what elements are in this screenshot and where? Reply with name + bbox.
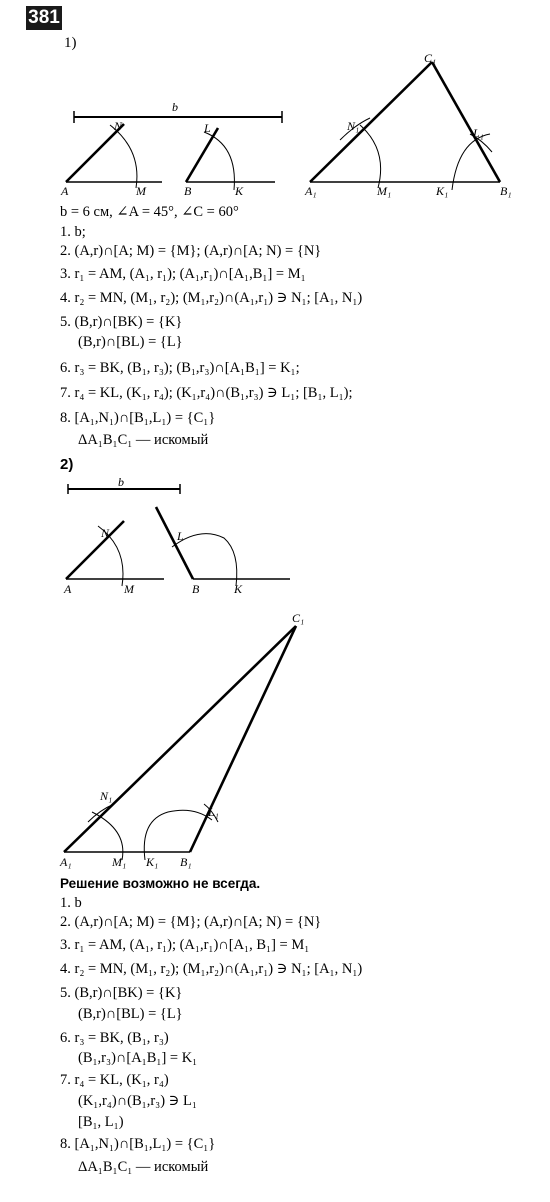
part2-step-6b: (B₁,r₃)∩[A₁B₁] = K₁ [78,1050,198,1066]
part2-step-5b: (B,r)∩[BL) = {L} [78,1006,183,1022]
label-n-2: N [101,526,110,540]
part2-label: 2) [60,456,74,473]
label-n1: N₁ [347,119,360,133]
problem-number-badge: 381 [26,6,62,30]
part2-step-5a: 5. (B,r)∩[BK) = {K} [60,985,183,1001]
label-k: K [235,184,244,198]
label-a1: A₁ [305,184,317,198]
label-a1-2: A₁ [60,855,72,869]
part2-step-7b: (K₁,r₄)∩(B₁,r₃) ∋ L₁ [78,1093,197,1109]
part2-step-1: 1. b [60,895,82,911]
part1-step-6: 6. r₃ = BK, (B₁, r₃); (B₁,r₃)∩[A₁B₁] = K₁; [60,360,300,376]
label-n: N [114,119,123,133]
part1-step-4: 4. r₂ = MN, (M₁, r₂); (M₁,r₂)∩(A₁,r₁) ∋ N₁; [A₁, N₁) [60,290,363,306]
side-a1c1-2 [64,626,296,852]
part2-note: Решение возможно не всегда. [60,876,261,891]
part1-result: ΔA₁B₁C₁ — искомый [78,432,209,448]
part1-step-3: 3. r₁ = AM, (A₁, r₁); (A₁,r₁)∩[A₁,B₁] = M₁ [60,266,306,282]
label-k1: K₁ [436,184,449,198]
part2-step-4: 4. r₂ = MN, (M₁, r₂); (M₁,r₂)∩(A₁,r₁) ∋ N₁; [A₁, N₁) [60,961,363,977]
label-k1-2: K₁ [146,855,159,869]
side-b1c1-2 [190,626,296,852]
label-k-2: K [234,582,243,596]
label-m1: M₁ [377,184,392,198]
part1-step-1: 1. b; [60,224,86,240]
label-b: b [172,100,178,114]
part1-step-7: 7. r₄ = KL, (K₁, r₄); (K₁,r₄)∩(B₁,r₃) ∋ L₁; [B₁, L₁); [60,385,353,401]
label-b-point: B [184,184,192,198]
label-c1: C₁ [424,51,437,65]
part2-step-3: 3. r₁ = AM, (A₁, r₁); (A₁,r₁)∩[A₁, B₁] = M₁ [60,937,310,953]
part2-result: ΔA₁B₁C₁ — искомый [78,1159,209,1175]
label-l1: L₁ [473,126,484,140]
label-c1-2: C₁ [292,611,305,625]
part2-step-8: 8. [A₁,N₁)∩[B₁,L₁) = {C₁} [60,1136,216,1152]
label-l-2: L [177,529,184,543]
angle-b-side-ray-2 [156,507,193,579]
label-b1-2: B₁ [180,855,192,869]
label-m: M [136,184,146,198]
part2-step-7a: 7. r₄ = KL, (K₁, r₄) [60,1072,169,1088]
part1-step-2: 2. (A,r)∩[A; M) = {M}; (A,r)∩[A; N) = {N} [60,243,322,259]
label-a: A [61,184,69,198]
label-m-2: M [124,582,134,596]
label-b-2: b [118,475,124,489]
label-l1-2: L₁ [208,805,219,819]
part1-step-8: 8. [A₁,N₁)∩[B₁,L₁) = {C₁} [60,410,216,426]
label-n1-2: N₁ [100,789,113,803]
label-m1-2: M₁ [112,855,127,869]
label-b-point-2: B [192,582,200,596]
part1-step-5b: (B,r)∩[BL) = {L} [78,334,183,350]
angle-a-side-ray-2 [66,521,124,579]
part1-label: 1) [64,35,77,51]
part1-step-5a: 5. (B,r)∩[BK) = {K} [60,314,183,330]
label-b1: B₁ [500,184,512,198]
label-a-2: A [64,582,72,596]
label-l: L [204,121,211,135]
part2-step-2: 2. (A,r)∩[A; M) = {M}; (A,r)∩[A; N) = {N} [60,914,322,930]
part1-given: b = 6 см, ∠A = 45°, ∠C = 60° [60,204,239,220]
part2-step-6a: 6. r₃ = BK, (B₁, r₃) [60,1030,169,1046]
part2-step-7c: [B₁, L₁) [78,1114,124,1130]
